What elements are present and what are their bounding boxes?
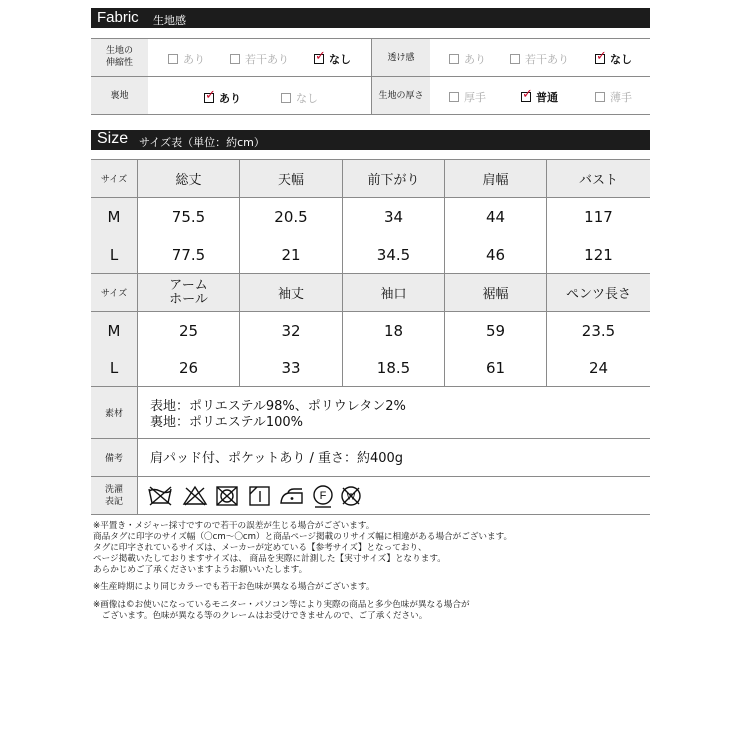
check-icon: ✓ bbox=[522, 87, 533, 102]
divider bbox=[91, 438, 650, 439]
header-hem-width: 裾幅 bbox=[482, 287, 509, 302]
table-cell: 34 bbox=[383, 207, 404, 226]
table-cell: 18 bbox=[383, 321, 404, 340]
size-label-l: L bbox=[109, 358, 119, 377]
size-row-label: サイズ bbox=[100, 289, 128, 299]
size-section-header bbox=[91, 130, 650, 150]
header-sleeve-length: 袖丈 bbox=[277, 287, 304, 302]
option-thick-thin: 薄手 bbox=[595, 89, 632, 105]
material-outer: 表地：ポリエステル98%、ポリウレタン2% bbox=[150, 399, 406, 414]
checkbox bbox=[595, 92, 605, 102]
size-title: Size bbox=[97, 130, 129, 147]
size-subtitle: サイズ表（単位：約cm） bbox=[139, 136, 265, 149]
note-line: あらかじめご了承くださいますようお願いいたします。 bbox=[93, 565, 308, 575]
fabric-label-thickness: 生地の厚さ bbox=[378, 91, 424, 101]
header-bust: バスト bbox=[578, 173, 618, 188]
option-stretch-slight: 若干あり bbox=[230, 51, 289, 67]
table-cell: 44 bbox=[485, 207, 506, 226]
table-cell: 117 bbox=[584, 207, 613, 226]
note-line: ※生産時期により同じカラーでも若干お色味が異なる場合がございます。 bbox=[93, 582, 375, 592]
checkbox bbox=[168, 54, 178, 64]
table-cell: 75.5 bbox=[171, 207, 206, 226]
option-thick-normal: ✓ 普通 bbox=[522, 87, 558, 104]
table-cell: 121 bbox=[584, 245, 613, 264]
svg-text:F: F bbox=[319, 490, 327, 502]
checkbox-checked bbox=[314, 49, 326, 64]
size-label-m: M bbox=[107, 321, 121, 340]
checkbox-checked bbox=[204, 88, 216, 103]
table-cell: 18.5 bbox=[376, 358, 411, 377]
fabric-label-stretch: 生地の 伸縮性 bbox=[105, 46, 133, 68]
table-cell: 26 bbox=[178, 358, 199, 377]
checkbox bbox=[510, 54, 520, 64]
table-cell: 24 bbox=[588, 358, 609, 377]
no-wash-icon bbox=[149, 487, 171, 505]
checkbox bbox=[281, 93, 291, 103]
divider bbox=[91, 114, 650, 115]
option-sheer-no: ✓ なし bbox=[596, 49, 632, 66]
no-wet-clean-icon bbox=[342, 487, 360, 505]
size-label-m: M bbox=[107, 207, 121, 226]
line-dry-shade-icon bbox=[250, 487, 269, 505]
material-label: 素材 bbox=[104, 409, 123, 419]
fabric-section-header bbox=[91, 8, 650, 28]
fabric-label-sheer: 透け感 bbox=[387, 53, 415, 63]
material-lining: 裏地：ポリエステル100% bbox=[150, 415, 303, 430]
option-stretch-yes: あり bbox=[168, 51, 205, 67]
care-symbols bbox=[148, 484, 373, 512]
option-stretch-no: ✓ なし bbox=[315, 49, 351, 66]
no-bleach-icon bbox=[184, 487, 206, 505]
fabric-label-lining: 裏地 bbox=[110, 91, 129, 101]
remarks-label: 備考 bbox=[104, 454, 123, 464]
note-line: ございます。色味が異なる等のクレームはお受けできませんので、ご了承ください。 bbox=[93, 611, 428, 621]
table-cell: 59 bbox=[485, 321, 506, 340]
note-line: ※画像は©お使いになっているモニター・パソコン等により実際の商品と多少色味が異なる場合が bbox=[93, 600, 470, 610]
table-cell: 32 bbox=[281, 321, 301, 340]
header-armhole: アーム ホール bbox=[169, 277, 208, 307]
size-label-l: L bbox=[109, 245, 119, 264]
table-cell: 25 bbox=[178, 321, 199, 340]
table-cell: 34.5 bbox=[376, 245, 411, 264]
table-cell: 23.5 bbox=[581, 321, 616, 340]
care-label: 洗濯 表記 bbox=[104, 485, 123, 507]
option-lining-no: なし bbox=[281, 90, 318, 106]
checkbox-checked bbox=[521, 87, 533, 102]
check-icon: ✓ bbox=[205, 88, 216, 103]
table-cell: 20.5 bbox=[274, 207, 308, 226]
header-front-drop: 前下がり bbox=[367, 173, 420, 188]
option-lining-yes: ✓ あり bbox=[205, 88, 241, 105]
remarks-text: 肩パッド付、ポケットあり / 重さ：約400g bbox=[150, 451, 404, 466]
table-cell: 61 bbox=[485, 358, 506, 377]
table-cell: 33 bbox=[281, 358, 301, 377]
fabric-subtitle: 生地感 bbox=[153, 14, 186, 27]
divider bbox=[91, 514, 650, 515]
note-line: 商品タグに印字のサイズ幅（〇cm〜〇cm）と商品ページ掲載のリサイズ幅に相違がある場合がございます。 bbox=[93, 532, 513, 542]
checkbox bbox=[230, 54, 240, 64]
header-pants-length: ペンツ長さ bbox=[565, 287, 631, 302]
divider bbox=[371, 38, 372, 114]
checkbox-checked bbox=[595, 49, 607, 64]
check-icon: ✓ bbox=[315, 49, 326, 64]
option-sheer-slight: 若干あり bbox=[510, 51, 569, 67]
table-cell: 21 bbox=[281, 245, 301, 264]
size-row-label: サイズ bbox=[100, 175, 128, 185]
svg-text:W: W bbox=[346, 491, 356, 502]
dry-clean-f-icon bbox=[314, 486, 332, 507]
table-cell: 46 bbox=[485, 245, 506, 264]
header-shoulder-width: 肩幅 bbox=[482, 173, 509, 188]
fabric-title: Fabric bbox=[97, 9, 139, 26]
note-line: タグに印字されているサイズは、メーカーが定めている【参考サイズ】となっており、 bbox=[93, 543, 427, 553]
checkbox bbox=[449, 92, 459, 102]
checkbox bbox=[449, 54, 459, 64]
option-sheer-yes: あり bbox=[449, 51, 486, 67]
header-total-length: 総丈 bbox=[175, 173, 202, 188]
no-tumble-dry-icon bbox=[217, 487, 237, 505]
divider bbox=[91, 386, 650, 387]
iron-low-icon bbox=[281, 489, 302, 503]
header-cuff: 袖口 bbox=[380, 287, 407, 302]
table-cell: 77.5 bbox=[171, 245, 206, 264]
header-top-width: 天幅 bbox=[277, 173, 304, 188]
check-icon: ✓ bbox=[596, 49, 607, 64]
option-thick-heavy: 厚手 bbox=[449, 89, 486, 105]
note-line: ※平置き・メジャー採寸ですので若干の誤差が生じる場合がございます。 bbox=[93, 521, 375, 531]
divider bbox=[91, 476, 650, 477]
note-line: ページ掲載いたしておりますサイズは、 商品を実際に計測した【実寸サイズ】となります。 bbox=[93, 554, 446, 564]
